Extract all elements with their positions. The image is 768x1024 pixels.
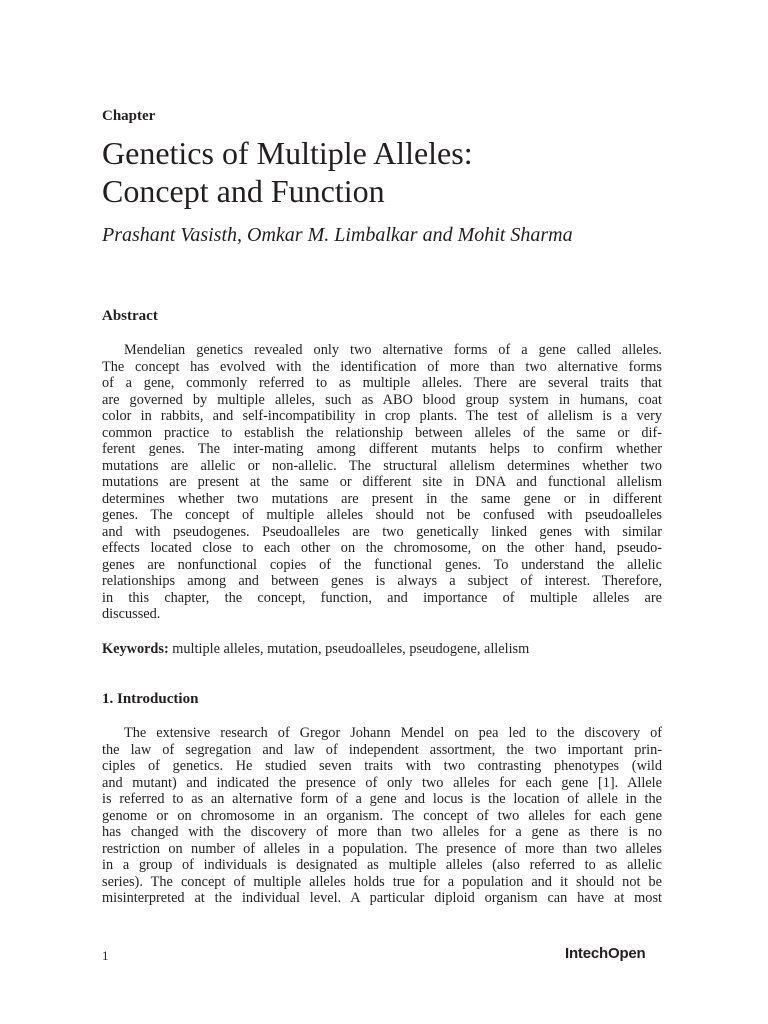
introduction-line: series). The concept of multiple alleles holds true for a population and it should not be	[102, 873, 662, 890]
abstract-line: color in rabbits, and self-incompatibility in crop plants. The test of allelism is a very	[102, 408, 662, 424]
keywords-text: multiple alleles, mutation, pseudoalleles, pseudogene, allelism	[168, 641, 530, 657]
abstract-line: effects located close to each other on the chromosome, on the other hand, pseudo-	[102, 540, 662, 556]
abstract-line: mutations are allelic or non-allelic. The structural allelism determines whether two	[102, 457, 662, 474]
abstract-line: determines whether two mutations are present in the same gene or in different	[102, 490, 662, 507]
abstract-line: ferent genes. The inter-mating among different mutants helps to confirm whether	[102, 441, 662, 457]
page-number: 1	[102, 948, 109, 963]
title-line: Concept and Function	[102, 173, 385, 209]
abstract-line: genes are nonfunctional copies of the functional genes. To understand the allelic	[102, 556, 662, 573]
introduction-heading: 1. Introduction	[102, 691, 199, 707]
abstract-line: common practice to establish the relationship between alleles of the same or dif-	[102, 424, 662, 441]
abstract-line: genes. The concept of multiple alleles should not be confused with pseudoalleles	[102, 507, 662, 523]
introduction-line: The extensive research of Gregor Johann Mendel on pea led to the discovery of	[124, 725, 662, 741]
abstract-line: relationships among and between genes is always a subject of interest. Therefore,	[102, 573, 662, 589]
chapter-label: Chapter	[102, 108, 156, 124]
introduction-line: restriction on number of alleles in a population. The presence of more than two alleles	[102, 840, 662, 857]
abstract-line: and with pseudogenes. Pseudoalleles are two genetically linked genes with similar	[102, 523, 662, 540]
introduction-line: misinterpreted at the individual level. A particular diploid organism can have at most	[102, 890, 662, 906]
introduction-line: genome or on chromosome in an organism. The concept of two alleles for each gene	[102, 807, 662, 824]
abstract-body	[102, 342, 662, 623]
abstract-heading: Abstract	[102, 308, 158, 324]
paper-title	[102, 134, 473, 210]
abstract-line: in this chapter, the concept, function, and importance of multiple alleles are	[102, 589, 662, 606]
keywords	[102, 641, 529, 658]
title-line: Genetics of Multiple Alleles:	[102, 135, 473, 171]
keywords-label: Keywords:	[102, 641, 169, 657]
abstract-line: discussed.	[102, 606, 161, 622]
introduction-line: ciples of genetics. He studied seven traits with two contrasting phenotypes (wild	[102, 758, 662, 774]
abstract-line: The concept has evolved with the identification of more than two alternative forms	[102, 358, 662, 375]
abstract-line: of a gene, commonly referred to as multiple alleles. There are several traits that	[102, 375, 662, 391]
introduction-line: is referred to as an alternative form of a gene and locus is the location of allele in the	[102, 791, 662, 807]
introduction-body	[102, 725, 662, 907]
publisher-logo: IntechOpen	[565, 945, 646, 962]
abstract-line: are governed by multiple alleles, such as ABO blood group system in humans, coat	[102, 391, 662, 408]
introduction-line: has changed with the discovery of more than two alleles for a gene as there is no	[102, 824, 662, 840]
introduction-line: in a group of individuals is designated as multiple alleles (also referred to as allelic	[102, 857, 662, 873]
introduction-line: the law of segregation and law of independent assortment, the two important prin-	[102, 741, 662, 758]
abstract-line: Mendelian genetics revealed only two alternative forms of a gene called alleles.	[124, 342, 662, 358]
author-list: Prashant Vasisth, Omkar M. Limbalkar and Mohit Sharma	[102, 224, 573, 246]
introduction-line: and mutant) and indicated the presence of only two alleles for each gene [1]. Allele	[102, 774, 662, 791]
abstract-line: mutations are present at the same or different site in DNA and functional allelism	[102, 474, 662, 490]
